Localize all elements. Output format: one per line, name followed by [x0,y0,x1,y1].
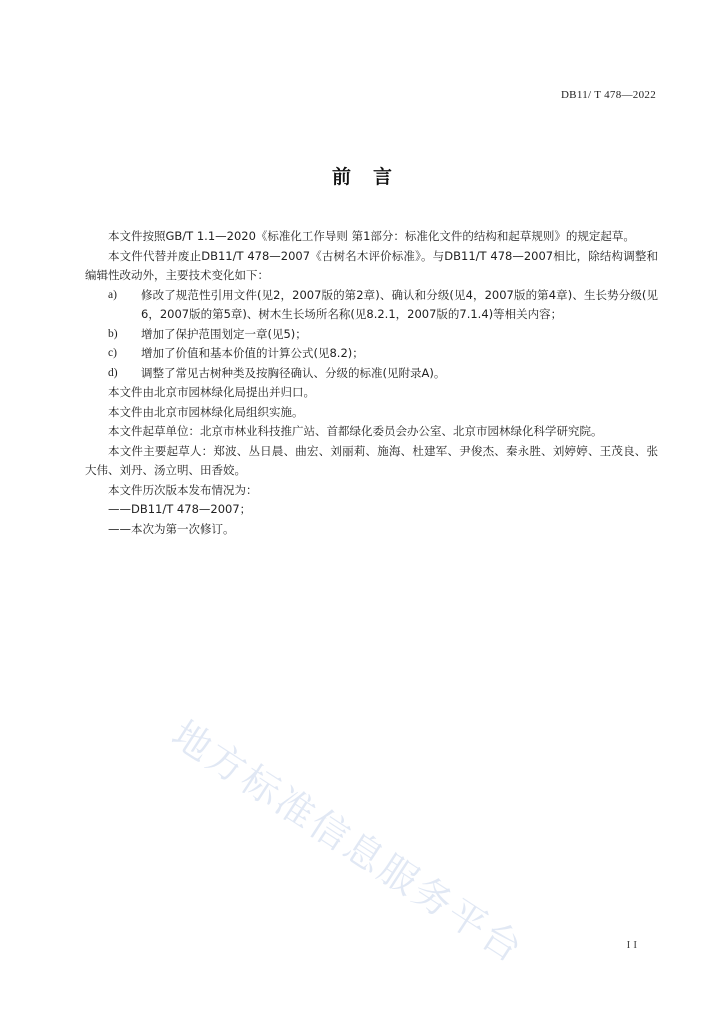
paragraph-proposer: 本文件由北京市园林绿化局提出并归口。 [108,385,315,399]
change-item-marker: c) [108,347,117,359]
document-number: DB11/ T 478—2022 [560,89,656,101]
paragraph-drafting-units: 本文件起草单位：北京市林业科技推广站、首都绿化委员会办公室、北京市园林绿化科学研究院。 [108,424,603,438]
change-item-a [85,286,658,325]
paragraph-history-entry: ——DB11/T 478—2007； [108,502,252,516]
paragraph-replacement: 本文件代替并废止DB11/T 478—2007《古树名木评价标准》。与DB11/T 478—2007相比，除结构调整和编辑性改动外，主要技术变化如下： [85,248,658,282]
change-item-text: 调整了常见古树种类及按胸径确认、分级的标准(见附录A)。 [141,365,446,380]
page-title: 前言 [331,166,414,188]
change-item-d [85,364,658,384]
paragraph-implementer: 本文件由北京市园林绿化局组织实施。 [108,404,304,419]
watermark: 地方标准信息服务平台 [164,711,532,973]
paragraph-drafting-basis: 本文件按照GB/T 1.1—2020《标准化工作导则 第1部分：标准化文件的结构和起草规则》的规定起草。 [108,229,635,243]
change-item-text: 增加了保护范围划定一章(见5)； [141,326,307,341]
change-item-c [85,344,658,364]
change-item-b [85,325,658,345]
change-item-marker: a) [108,288,117,301]
change-item-text: 增加了价值和基本价值的计算公式(见8.2)； [141,346,364,360]
change-item-marker: b) [108,327,118,340]
paragraph-drafters: 本文件主要起草人：郑波、丛日晨、曲宏、刘丽莉、施海、杜建军、尹俊杰、秦永胜、刘婷婷、王茂良、张大伟、刘丹、汤立明、田香姣。 [85,443,658,477]
change-item-marker: d) [108,366,118,379]
page-number: II [626,939,640,951]
paragraph-history-intro: 本文件历次版本发布情况为： [108,482,258,497]
paragraph-history-entry: ——本次为第一次修订。 [108,521,235,536]
change-item-text: 修改了规范性引用文件(见2，2007版的第2章)、确认和分级(见4，2007版的第4章)、生长势分级(见6，2007版的第5章)、树木生长场所名称(见8.2.1，2007版的7.1.4)等相关内容； [141,287,658,321]
foreword-body [85,227,658,539]
